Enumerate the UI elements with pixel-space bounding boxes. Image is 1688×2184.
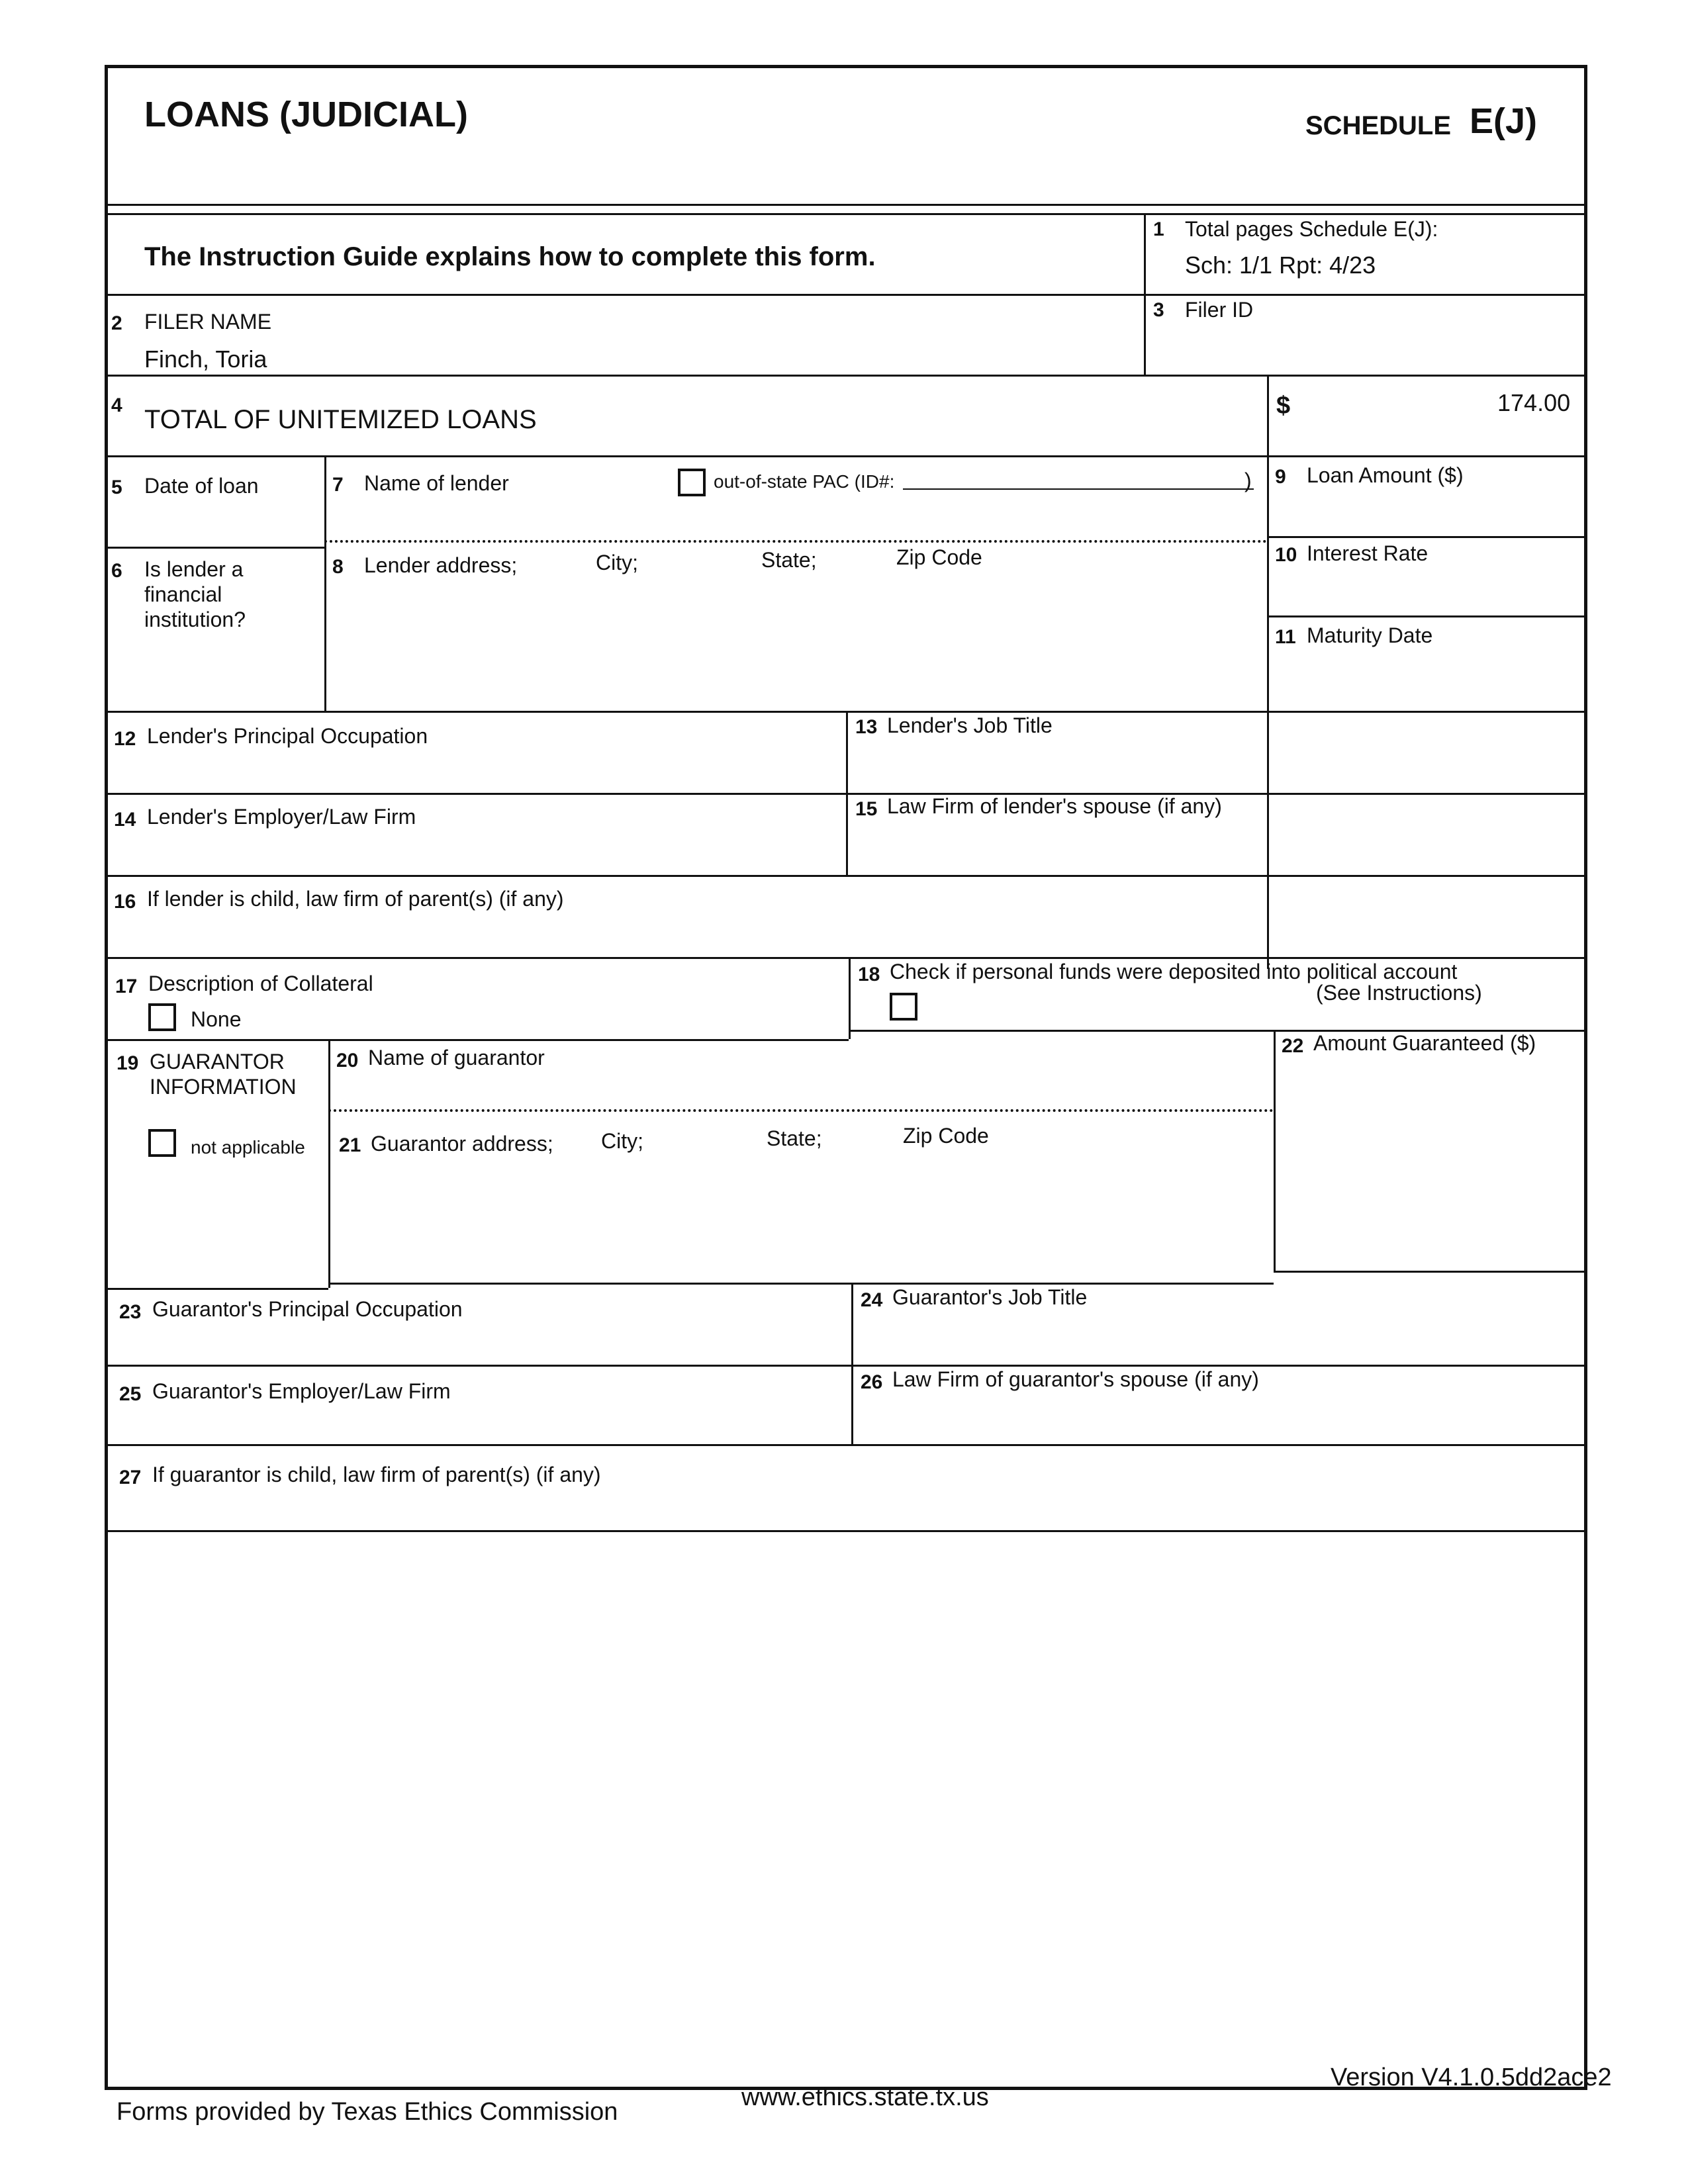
field24-number: 24 — [861, 1289, 883, 1311]
row-divider-9-right — [1274, 1271, 1587, 1273]
guarantor-address-label: Guarantor address; — [371, 1132, 553, 1156]
date-of-loan-label: Date of loan — [144, 474, 259, 498]
field18-number: 18 — [858, 964, 880, 985]
field4-number: 4 — [111, 394, 122, 416]
pac-id-line — [903, 488, 1254, 490]
field12-number: 12 — [114, 728, 136, 750]
field15-number: 15 — [855, 798, 878, 820]
guarantor-info-label-1: GUARANTOR — [150, 1050, 285, 1073]
total-pages-value[interactable]: Sch: 1/1 Rpt: 4/23 — [1185, 251, 1376, 279]
row-divider-9-10 — [1267, 536, 1587, 538]
financial-institution-label-1: Is lender a — [144, 557, 244, 581]
field14-number: 14 — [114, 809, 136, 831]
see-instructions-note: (See Instructions) — [1316, 981, 1482, 1005]
lender-spouse-firm-label: Law Firm of lender's spouse (if any) — [887, 794, 1222, 818]
lender-address-label: Lender address; — [364, 553, 518, 577]
field1-number: 1 — [1153, 218, 1164, 240]
field17-number: 17 — [115, 976, 138, 997]
out-of-state-pac-label: out-of-state PAC (ID#: — [714, 471, 895, 492]
field9-number: 9 — [1275, 466, 1286, 488]
guarantor-dotted-divider — [328, 1109, 1274, 1112]
lender-name-label: Name of lender — [364, 471, 509, 495]
field11-number: 11 — [1275, 626, 1296, 648]
row-divider-9-mid — [328, 1283, 1274, 1285]
form-title: LOANS (JUDICIAL) — [144, 95, 468, 134]
unitemized-loans-value[interactable]: 174.00 — [1497, 389, 1571, 416]
personal-funds-label: Check if personal funds were deposited into political account — [890, 960, 1458, 983]
pac-id-close-paren: ) — [1244, 469, 1252, 492]
field5-number: 5 — [111, 477, 122, 498]
row-divider-12 — [105, 1530, 1587, 1532]
guarantor-spouse-firm-label: Law Firm of guarantor's spouse (if any) — [892, 1367, 1259, 1391]
row-divider-8-left — [105, 1039, 849, 1041]
currency-symbol: $ — [1276, 392, 1291, 420]
loan-amount-label: Loan Amount ($) — [1307, 463, 1464, 487]
schedule-label: SCHEDULE — [1305, 111, 1452, 140]
field21-number: 21 — [339, 1134, 361, 1156]
row-divider-6 — [105, 875, 1587, 877]
guarantor-not-applicable-checkbox[interactable] — [148, 1129, 176, 1157]
footer-provider: Forms provided by Texas Ethics Commission — [117, 2098, 618, 2126]
guarantor-info-label-2: INFORMATION — [150, 1075, 297, 1099]
lender-zip-label: Zip Code — [896, 545, 982, 569]
maturity-date-label: Maturity Date — [1307, 623, 1433, 647]
collateral-none-checkbox[interactable] — [148, 1003, 176, 1031]
field16-number: 16 — [114, 891, 136, 913]
row-divider-1 — [105, 294, 1587, 296]
financial-institution-label-2: financial — [144, 582, 222, 606]
guarantor-employer-label: Guarantor's Employer/Law Firm — [152, 1379, 451, 1403]
guarantor-name-label: Name of guarantor — [368, 1046, 545, 1069]
field20-number: 20 — [336, 1050, 359, 1071]
lender-employer-label: Lender's Employer/Law Firm — [147, 805, 416, 829]
guarantor-city-label: City; — [601, 1129, 643, 1153]
filer-name-value[interactable]: Finch, Toria — [144, 345, 267, 373]
lender-dotted-divider — [324, 540, 1267, 543]
divider-v-right — [1267, 375, 1269, 969]
row-divider-7 — [105, 957, 1587, 959]
field6-number: 6 — [111, 560, 122, 582]
amount-guaranteed-label: Amount Guaranteed ($) — [1313, 1031, 1536, 1055]
guarantor-not-applicable-label: not applicable — [191, 1137, 305, 1158]
field2-number: 2 — [111, 312, 122, 334]
divider-v-guarantor-right — [1274, 1030, 1276, 1272]
guarantor-parent-firm-label: If guarantor is child, law firm of parent(s) (if any) — [152, 1463, 601, 1486]
divider-v-mid-2 — [849, 957, 851, 1039]
lender-job-title-label: Lender's Job Title — [887, 713, 1053, 737]
field3-number: 3 — [1153, 299, 1164, 321]
out-of-state-pac-checkbox[interactable] — [678, 469, 706, 496]
header-divider-bottom — [105, 213, 1587, 215]
row-divider-3 — [105, 455, 1587, 457]
field25-number: 25 — [119, 1383, 142, 1405]
footer-version: Version V4.1.0.5dd2ace2 — [1331, 2064, 1612, 2091]
guarantor-zip-label: Zip Code — [903, 1124, 989, 1148]
field27-number: 27 — [119, 1467, 142, 1488]
row-divider-5-6 — [105, 547, 324, 549]
row-divider-11 — [105, 1444, 1587, 1446]
form-border — [105, 65, 1587, 2090]
lender-occupation-label: Lender's Principal Occupation — [147, 724, 428, 748]
financial-institution-label-3: institution? — [144, 608, 246, 631]
collateral-none-label: None — [191, 1007, 242, 1031]
row-divider-5 — [105, 793, 1587, 795]
field10-number: 10 — [1275, 544, 1297, 566]
guarantor-state-label: State; — [767, 1126, 822, 1150]
divider-v-guarantor-left — [328, 1039, 330, 1288]
field26-number: 26 — [861, 1371, 883, 1393]
interest-rate-label: Interest Rate — [1307, 541, 1429, 565]
row-divider-9-left — [105, 1288, 328, 1290]
row-divider-10 — [105, 1365, 1587, 1367]
schedule-code: E(J) — [1470, 101, 1538, 141]
filer-name-label: FILER NAME — [144, 310, 272, 334]
personal-funds-checkbox[interactable] — [890, 993, 917, 1021]
divider-v-left — [324, 455, 326, 711]
header-divider-top — [105, 204, 1587, 206]
unitemized-loans-label: TOTAL OF UNITEMIZED LOANS — [144, 405, 537, 434]
lender-city-label: City; — [596, 551, 638, 574]
field8-number: 8 — [332, 556, 344, 578]
divider-v-mid-3 — [851, 1283, 853, 1444]
collateral-label: Description of Collateral — [148, 972, 373, 995]
lender-state-label: State; — [761, 548, 817, 572]
field13-number: 13 — [855, 716, 878, 738]
footer-url[interactable]: www.ethics.state.tx.us — [741, 2083, 989, 2111]
field23-number: 23 — [119, 1301, 142, 1323]
row-divider-10-11 — [1267, 615, 1587, 617]
field22-number: 22 — [1282, 1035, 1304, 1057]
instruction-text: The Instruction Guide explains how to complete this form. — [144, 242, 876, 271]
row-divider-2 — [105, 375, 1587, 377]
field19-number: 19 — [117, 1052, 139, 1074]
filer-id-label: Filer ID — [1185, 298, 1254, 322]
total-pages-label: Total pages Schedule E(J): — [1185, 217, 1438, 241]
field7-number: 7 — [332, 474, 344, 496]
guarantor-occupation-label: Guarantor's Principal Occupation — [152, 1297, 463, 1321]
guarantor-job-title-label: Guarantor's Job Title — [892, 1285, 1088, 1309]
lender-parent-firm-label: If lender is child, law firm of parent(s) (if any) — [147, 887, 564, 911]
